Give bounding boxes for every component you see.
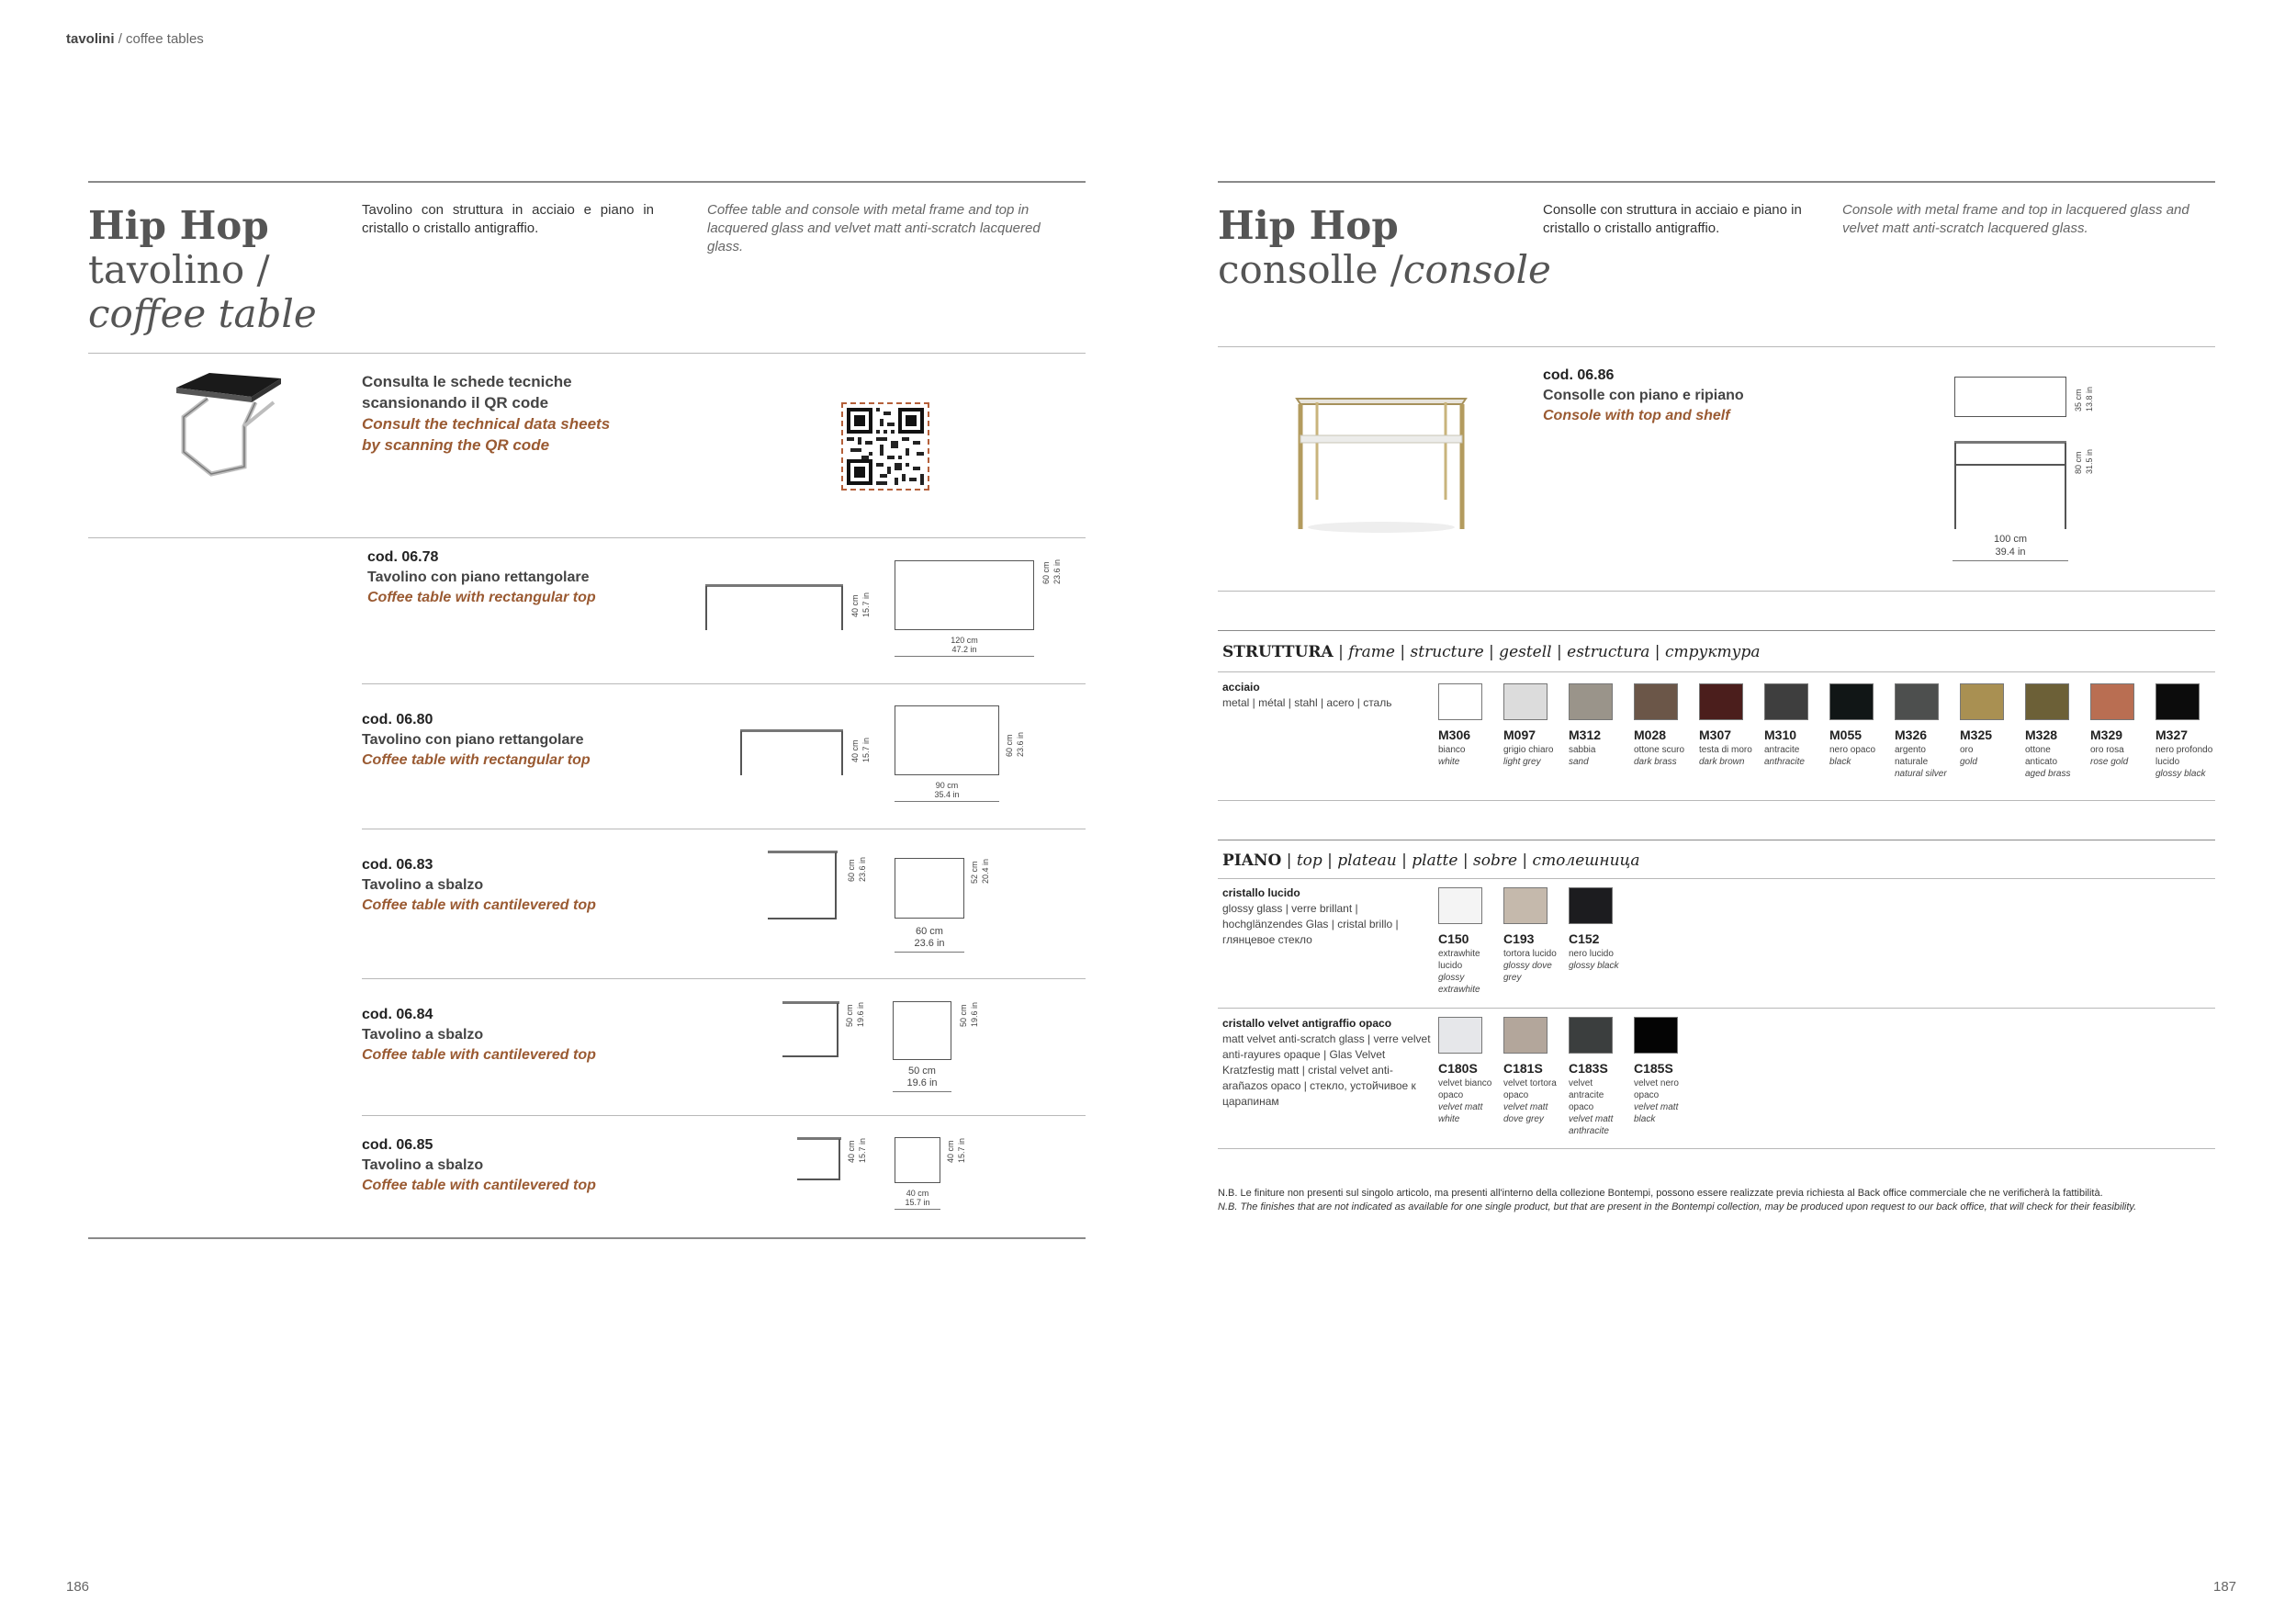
dim-height: 40 cm [850, 594, 860, 617]
dim-height-in: 31.5 in [2085, 448, 2094, 474]
left-desc-it: Tavolino con struttura in acciaio e piano in cristallo o cristallo antigraffio. [362, 202, 654, 236]
dim-depth: 40 cm [946, 1140, 955, 1163]
qr-text-en-1: Consult the technical data sheets [362, 415, 611, 433]
struttura-bottom-rule [1218, 800, 2215, 801]
swatch-label: sabbia sand [1569, 745, 1596, 767]
swatch-code: C152 [1569, 931, 1600, 946]
swatch-label: argento naturale natural silver [1895, 745, 1947, 779]
right-top-rule [1218, 181, 2215, 183]
side-view-drawing [766, 849, 839, 922]
top-view-drawing [893, 1001, 951, 1060]
swatch-label: extrawhite lucido glossy extrawhite [1438, 949, 1480, 995]
left-row-divider [362, 683, 1086, 684]
struttura-heading-bold: STRUTTURA [1222, 643, 1334, 661]
swatch-code: M097 [1503, 727, 1536, 742]
dim-depth: 35 cm [2074, 389, 2083, 412]
finish-swatch-c185s[interactable] [1634, 1017, 1678, 1054]
product-name-en: Coffee table with rectangular top [367, 590, 596, 605]
swatch-code: C183S [1569, 1061, 1608, 1076]
product-name-it: Tavolino a sbalzo [362, 877, 484, 893]
dim-depth: 50 cm [959, 1004, 968, 1027]
swatch-code: C180S [1438, 1061, 1478, 1076]
piano-group-1 [1222, 885, 1424, 948]
struttura-top-rule [1218, 630, 2215, 631]
dim-width: 90 cm 35.4 in [895, 781, 999, 802]
right-rule-2 [1218, 346, 2215, 347]
swatch-label: oro gold [1960, 745, 1977, 767]
material-trans: metal | métal | stahl | acero | сталь [1222, 696, 1392, 709]
finish-swatch-c181s[interactable] [1503, 1017, 1548, 1054]
dim-depth-in: 20.4 in [981, 858, 990, 884]
qr-code[interactable] [841, 402, 929, 491]
finish-swatch-m055[interactable] [1829, 683, 1874, 720]
dim-height-in: 15.7 in [861, 737, 871, 762]
product-row-0685 [362, 1135, 596, 1196]
product-name-it: Tavolino a sbalzo [362, 1157, 484, 1173]
side-view-drawing [703, 582, 845, 632]
group-title: cristallo lucido [1222, 886, 1300, 899]
product-code: cod. 06.80 [362, 712, 433, 727]
finish-swatch-c150[interactable] [1438, 887, 1482, 924]
right-product-title [1218, 204, 1551, 292]
product-name-en: Coffee table with cantilevered top [362, 897, 596, 913]
section-name: tavolini [66, 31, 115, 47]
product-row-0684 [362, 1005, 596, 1066]
swatch-code: C150 [1438, 931, 1469, 946]
group-trans: matt velvet anti-scratch glass | verre velvet anti-rayures opaque | Glas Velvet Kratzfestig matt | cristal velvet anti-arañazos opaco | стекло, устойчивое к царапинам [1222, 1032, 1431, 1108]
dim-depth-in: 23.6 in [1016, 731, 1025, 757]
finish-swatch-m097[interactable] [1503, 683, 1548, 720]
finish-swatch-m327[interactable] [2155, 683, 2200, 720]
swatch-code: C193 [1503, 931, 1535, 946]
struttura-heading-rest: | frame | structure | gestell | estructura | структура [1338, 643, 1761, 661]
swatch-code: M310 [1764, 727, 1797, 742]
top-view-drawing [895, 705, 999, 775]
swatch-label: tortora lucido glossy dove grey [1503, 949, 1557, 983]
swatch-label: nero opaco black [1829, 745, 1876, 767]
dim-height-in: 23.6 in [858, 856, 867, 882]
swatch-code: M328 [2025, 727, 2058, 742]
swatch-code: M028 [1634, 727, 1667, 742]
swatch-label: velvet nero opaco velvet matt black [1634, 1078, 1679, 1124]
swatch-code: M055 [1829, 727, 1863, 742]
left-title-bold: Hip Hop [88, 203, 269, 248]
product-code: cod. 06.85 [362, 1137, 433, 1153]
qr-text-en-2: by scanning the QR code [362, 436, 550, 454]
product-name-en: Coffee table with cantilevered top [362, 1047, 596, 1063]
finish-swatch-m328[interactable] [2025, 683, 2069, 720]
swatch-label: grigio chiaro light grey [1503, 745, 1554, 767]
finish-swatch-c152[interactable] [1569, 887, 1613, 924]
left-row-divider [362, 1115, 1086, 1116]
finish-swatch-m310[interactable] [1764, 683, 1808, 720]
side-view-drawing [738, 727, 845, 777]
piano-rule [1218, 878, 2215, 879]
swatch-label: velvet antracite opaco velvet matt anthracite [1569, 1078, 1614, 1136]
note-en: N.B. The finishes that are not indicated as available for one single product, but that are present in the Bontempi collection, may be produced upon request to our back office, that will check for their feasibility. [1218, 1201, 2137, 1212]
swatch-code: M327 [2155, 727, 2189, 742]
dim-depth: 52 cm [970, 861, 979, 884]
dim-depth-in: 23.6 in [1052, 558, 1062, 584]
left-product-title [88, 204, 317, 336]
console-image [1289, 389, 1473, 536]
finish-swatch-m307[interactable] [1699, 683, 1743, 720]
finish-swatch-c193[interactable] [1503, 887, 1548, 924]
finish-swatch-c180s[interactable] [1438, 1017, 1482, 1054]
finish-swatch-m306[interactable] [1438, 683, 1482, 720]
group-title: cristallo velvet antigraffio opaco [1222, 1017, 1392, 1030]
dim-depth-in: 19.6 in [970, 1001, 979, 1027]
qr-text-it-2: scansionando il QR code [362, 394, 549, 412]
right-rule-3 [1218, 591, 2215, 592]
left-title-line2: tavolino / [88, 247, 270, 292]
page-number-right: 187 [2213, 1579, 2237, 1595]
swatch-label: bianco white [1438, 745, 1466, 767]
swatch-label: antracite anthracite [1764, 745, 1805, 767]
side-view-drawing [795, 1135, 843, 1183]
dim-height-in: 19.6 in [856, 1001, 865, 1027]
piano-bottom-rule [1218, 1148, 2215, 1149]
piano-heading-rest: | top | plateau | platte | sobre | столешница [1286, 851, 1640, 870]
dim-depth: 60 cm [1005, 734, 1014, 757]
swatch-code: M306 [1438, 727, 1471, 742]
right-title-line2-it: console [1402, 247, 1551, 292]
dim-depth-in: 15.7 in [957, 1137, 966, 1163]
product-code: cod. 06.78 [367, 549, 439, 565]
product-row-0683 [362, 855, 596, 916]
product-name-en: Coffee table with rectangular top [362, 752, 591, 768]
swatch-code: C181S [1503, 1061, 1543, 1076]
note-it: N.B. Le finiture non presenti sul singolo articolo, ma presenti all'interno della collezione Bontempi, possono essere realizzate previa richiesta al Back office commerciale che ne verificherà la fattibilità. [1218, 1188, 2103, 1199]
swatch-label: velvet tortora opaco velvet matt dove grey [1503, 1078, 1557, 1124]
piano-group-2 [1222, 1016, 1434, 1110]
console-product-info [1543, 366, 1744, 426]
finish-swatch-m329[interactable] [2090, 683, 2134, 720]
finish-swatch-c183s[interactable] [1569, 1017, 1613, 1054]
product-name-it: Tavolino con piano rettangolare [362, 732, 584, 748]
swatch-label: testa di moro dark brown [1699, 745, 1752, 767]
swatch-label: ottone anticato aged brass [2025, 745, 2071, 779]
right-desc-en: Console with metal frame and top in lacquered glass and velvet matt anti-scratch lacquered glass. [1842, 202, 2189, 236]
product-row-0678 [367, 547, 596, 608]
dim-height: 40 cm [847, 1140, 856, 1163]
product-name-it: Tavolino a sbalzo [362, 1027, 484, 1043]
console-front-view [1953, 439, 2068, 531]
swatch-label: velvet bianco opaco velvet matt white [1438, 1078, 1492, 1124]
top-view-drawing [895, 1137, 940, 1183]
product-code: cod. 06.86 [1543, 367, 1615, 383]
product-code: cod. 06.83 [362, 857, 433, 873]
qr-code-icon [847, 408, 924, 485]
swatch-code: M307 [1699, 727, 1732, 742]
dim-width: 40 cm 15.7 in [895, 1189, 940, 1210]
swatch-code: M312 [1569, 727, 1602, 742]
finish-note [1218, 1187, 2246, 1214]
right-desc-it: Consolle con struttura in acciaio e piano in cristallo o cristallo antigraffio. [1543, 202, 1802, 236]
swatch-code: M325 [1960, 727, 1993, 742]
product-code: cod. 06.84 [362, 1007, 433, 1022]
dim-width: 120 cm 47.2 in [895, 636, 1034, 657]
group-trans: glossy glass | verre brillant | hochglänzendes Glas | cristal brillo | глянцевое стекло [1222, 902, 1399, 946]
dim-width: 60 cm 23.6 in [895, 926, 964, 953]
finish-swatch-m312[interactable] [1569, 683, 1613, 720]
right-title-line2: consolle / [1218, 247, 1403, 292]
section-subname: / coffee tables [118, 31, 204, 47]
struttura-heading [1222, 643, 1760, 661]
coffee-table-image [171, 371, 283, 479]
page-number-left: 186 [66, 1579, 90, 1595]
qr-text-it-1: Consulta le schede tecniche [362, 373, 572, 390]
piano-mid-rule [1218, 1008, 2215, 1009]
piano-heading [1222, 851, 1640, 870]
left-rule-2 [88, 353, 1086, 354]
swatch-label: nero profondo lucido glossy black [2155, 745, 2213, 779]
product-name-it: Consolle con piano e ripiano [1543, 388, 1744, 403]
dim-height-in: 15.7 in [861, 592, 871, 617]
dim-height-in: 15.7 in [858, 1137, 867, 1163]
qr-instructions [362, 371, 610, 456]
struttura-rule [1218, 671, 2215, 672]
dim-height: 40 cm [850, 739, 860, 762]
dim-height: 60 cm [847, 859, 856, 882]
finish-swatch-m325[interactable] [1960, 683, 2004, 720]
console-top-view [1954, 377, 2066, 417]
product-name-en: Console with top and shelf [1543, 408, 1730, 423]
section-header [66, 31, 204, 47]
dim-width: 100 cm 39.4 in [1953, 533, 2068, 561]
left-top-rule [88, 181, 1086, 183]
left-bottom-rule [88, 1237, 1086, 1239]
right-title-bold: Hip Hop [1218, 203, 1399, 248]
dim-height: 50 cm [845, 1004, 854, 1027]
product-name-en: Coffee table with cantilevered top [362, 1178, 596, 1193]
material-name: acciaio [1222, 681, 1260, 694]
swatch-code: C185S [1634, 1061, 1673, 1076]
swatch-label: ottone scuro dark brass [1634, 745, 1685, 767]
dim-depth-in: 13.8 in [2085, 386, 2094, 412]
swatch-label: nero lucido glossy black [1569, 949, 1619, 971]
swatch-label: oro rosa rose gold [2090, 745, 2129, 767]
left-row-divider [362, 978, 1086, 979]
swatch-code: M326 [1895, 727, 1928, 742]
left-rule-3 [88, 537, 1086, 538]
dim-height: 80 cm [2074, 451, 2083, 474]
finish-swatch-m326[interactable] [1895, 683, 1939, 720]
dim-depth: 60 cm [1041, 561, 1051, 584]
top-view-drawing [895, 858, 964, 919]
top-view-drawing [895, 560, 1034, 630]
piano-heading-bold: PIANO [1222, 851, 1282, 870]
struttura-material [1222, 680, 1391, 711]
left-title-line3: coffee table [88, 291, 317, 336]
dim-width: 50 cm 19.6 in [893, 1066, 951, 1092]
finish-swatch-m028[interactable] [1634, 683, 1678, 720]
left-desc-en: Coffee table and console with metal frame and top in lacquered glass and velvet matt anti-scratch lacquered glass. [707, 202, 1041, 254]
product-name-it: Tavolino con piano rettangolare [367, 570, 590, 585]
product-row-0680 [362, 710, 591, 771]
swatch-code: M329 [2090, 727, 2123, 742]
side-view-drawing [781, 999, 841, 1060]
